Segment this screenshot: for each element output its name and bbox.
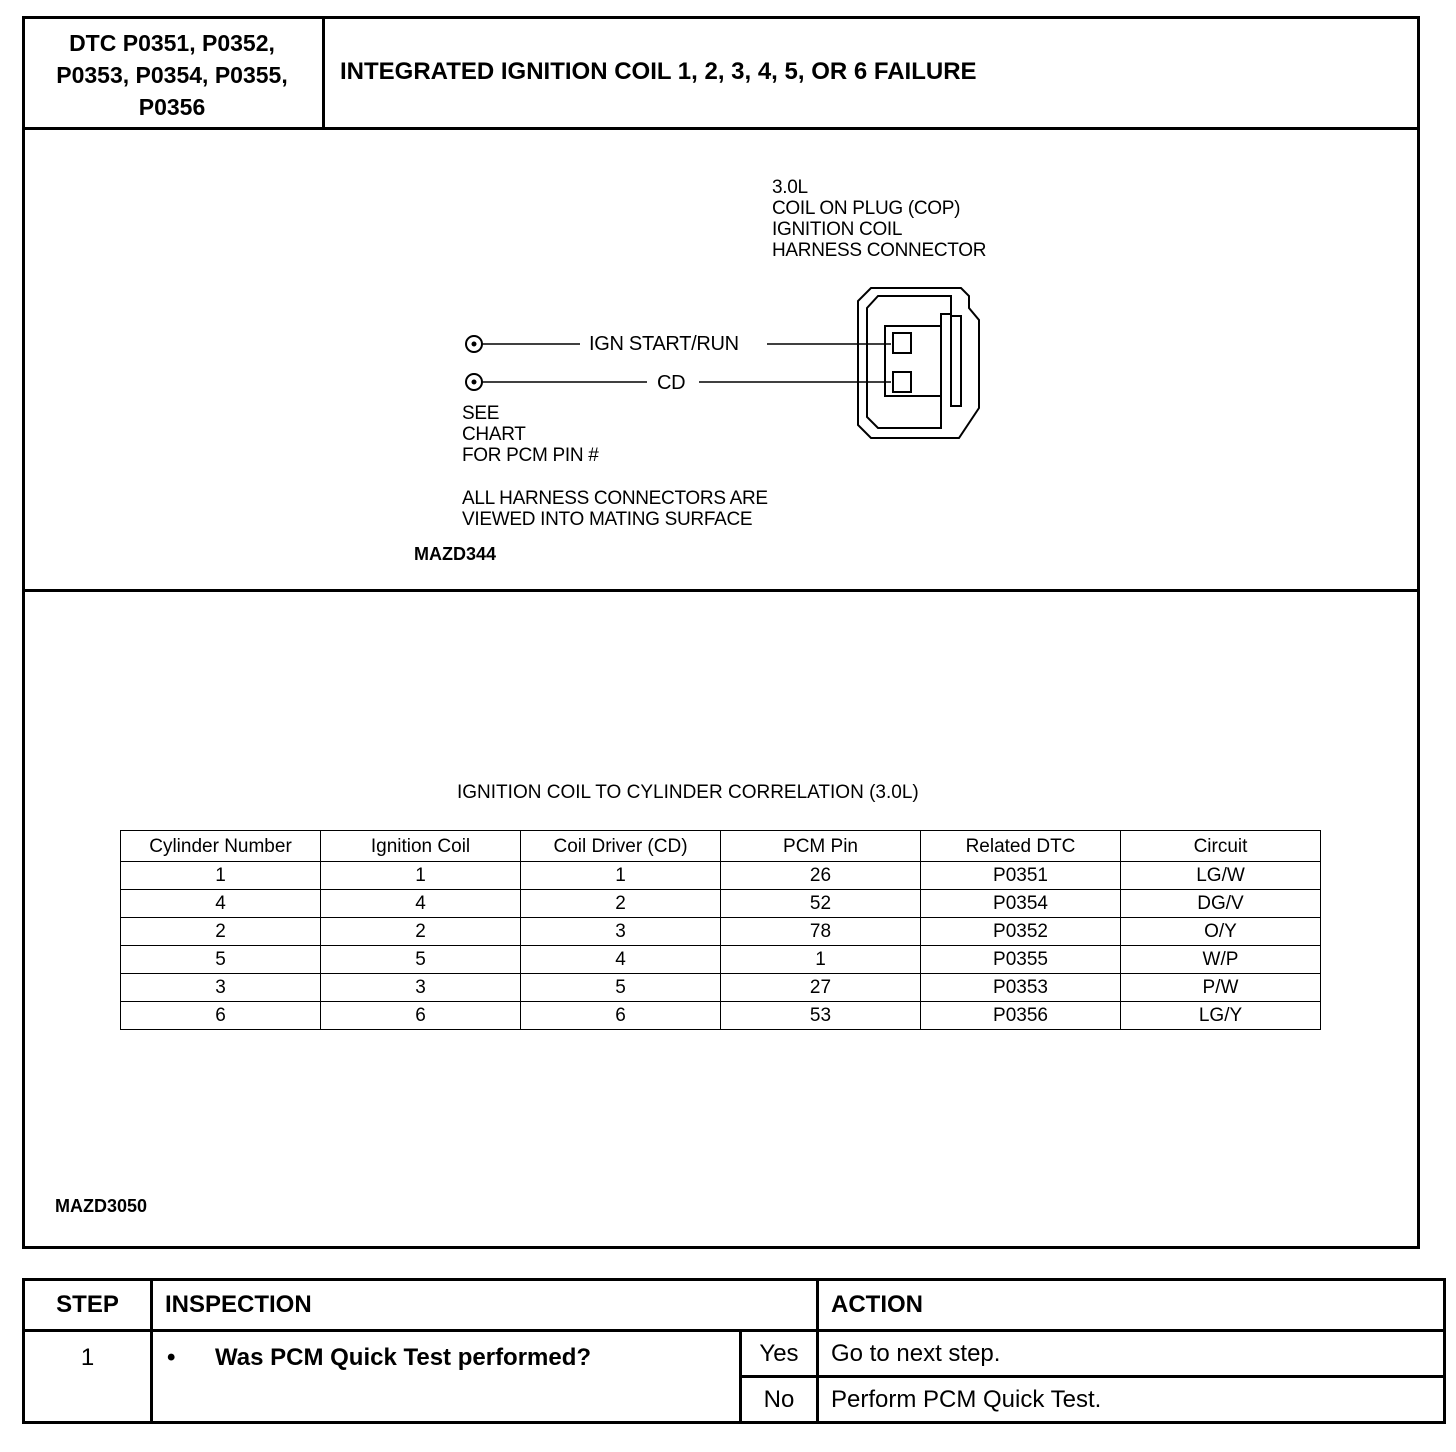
table-cell: P0356 xyxy=(921,1002,1121,1030)
table-cell: O/Y xyxy=(1121,918,1321,946)
correlation-table xyxy=(120,830,1321,1030)
yes-label: Yes xyxy=(740,1331,817,1377)
dtc-line-2: P0353, P0354, P0355, xyxy=(56,61,288,88)
table-cell: 5 xyxy=(521,974,721,1002)
dtc-line-3: P0356 xyxy=(138,93,206,120)
bullet: • xyxy=(167,1344,176,1371)
table-cell: W/P xyxy=(1121,946,1321,974)
connector-body-icon xyxy=(858,288,979,438)
column-header: PCM Pin xyxy=(721,831,921,862)
inspection-question: Was PCM Quick Test performed? xyxy=(215,1344,592,1371)
see-chart-line: SEE xyxy=(462,403,500,424)
table-cell: 27 xyxy=(721,974,921,1002)
table-cell: 2 xyxy=(521,890,721,918)
table-row xyxy=(121,946,1321,974)
table-cell: 4 xyxy=(321,890,521,918)
step-number: 1 xyxy=(24,1331,152,1423)
wire-label-ign: IGN START/RUN xyxy=(589,333,739,355)
connector-label-line: IGNITION COIL xyxy=(772,219,903,240)
table-header-row xyxy=(121,831,1321,862)
step-header: STEP xyxy=(24,1280,152,1331)
column-header: Coil Driver (CD) xyxy=(521,831,721,862)
dtc-code-cell xyxy=(22,16,325,130)
inspection-header: INSPECTION xyxy=(152,1280,818,1331)
dtc-line-1: DTC P0351, P0352, xyxy=(69,29,275,56)
table-cell: 26 xyxy=(721,862,921,890)
column-header: Ignition Coil xyxy=(321,831,521,862)
column-header: Circuit xyxy=(1121,831,1321,862)
step-table-header xyxy=(24,1280,1445,1331)
wire-label-cd: CD xyxy=(657,372,686,394)
inspection-question-cell xyxy=(152,1331,741,1423)
table-cell: P0353 xyxy=(921,974,1121,1002)
note-line: ALL HARNESS CONNECTORS ARE xyxy=(462,488,768,509)
table-cell: 52 xyxy=(721,890,921,918)
table-cell: 4 xyxy=(121,890,321,918)
figure-id: MAZD344 xyxy=(414,544,497,564)
see-chart-line: CHART xyxy=(462,424,526,445)
table-row xyxy=(121,890,1321,918)
table-cell: 6 xyxy=(321,1002,521,1030)
table-row xyxy=(121,1002,1321,1030)
table-cell: 6 xyxy=(521,1002,721,1030)
note-line: VIEWED INTO MATING SURFACE xyxy=(462,509,753,530)
table-cell: 1 xyxy=(121,862,321,890)
table-cell: 3 xyxy=(121,974,321,1002)
table-cell: 1 xyxy=(321,862,521,890)
main-frame xyxy=(22,16,1420,1249)
table-cell: P0352 xyxy=(921,918,1121,946)
table-row xyxy=(121,974,1321,1002)
connector-label-line: 3.0L xyxy=(772,177,808,198)
table-cell: 1 xyxy=(721,946,921,974)
table-cell: P0354 xyxy=(921,890,1121,918)
see-chart-line: FOR PCM PIN # xyxy=(462,445,599,466)
table-row xyxy=(121,918,1321,946)
see-chart-note xyxy=(462,403,599,466)
inspection-step-table xyxy=(22,1278,1446,1424)
table-cell: 3 xyxy=(521,918,721,946)
table-cell: 3 xyxy=(321,974,521,1002)
table-cell: P0351 xyxy=(921,862,1121,890)
table-cell: 1 xyxy=(521,862,721,890)
no-label: No xyxy=(740,1377,817,1423)
connector-label-line: COIL ON PLUG (COP) xyxy=(772,198,961,219)
column-header: Related DTC xyxy=(921,831,1121,862)
terminal-icon xyxy=(466,336,482,352)
connector-label xyxy=(772,177,986,261)
connector-label-line: HARNESS CONNECTOR xyxy=(772,240,987,261)
mating-surface-note xyxy=(462,488,768,530)
table-cell: DG/V xyxy=(1121,890,1321,918)
action-header: ACTION xyxy=(818,1280,1445,1331)
table-cell: 2 xyxy=(121,918,321,946)
table-cell: P/W xyxy=(1121,974,1321,1002)
table-cell: 5 xyxy=(121,946,321,974)
terminal-icon xyxy=(466,374,482,390)
correlation-title: IGNITION COIL TO CYLINDER CORRELATION (3.0L) xyxy=(457,782,919,803)
figure-id: MAZD3050 xyxy=(55,1196,148,1216)
no-action: Perform PCM Quick Test. xyxy=(818,1377,1445,1423)
table-cell: 78 xyxy=(721,918,921,946)
table-cell: 53 xyxy=(721,1002,921,1030)
table-cell: 5 xyxy=(321,946,521,974)
table-cell: P0355 xyxy=(921,946,1121,974)
table-cell: 6 xyxy=(121,1002,321,1030)
table-cell: 4 xyxy=(521,946,721,974)
page-title: INTEGRATED IGNITION COIL 1, 2, 3, 4, 5, OR 6 FAILURE xyxy=(340,58,977,85)
table-cell: 2 xyxy=(321,918,521,946)
column-header: Cylinder Number xyxy=(121,831,321,862)
table-cell: LG/W xyxy=(1121,862,1321,890)
yes-action: Go to next step. xyxy=(818,1331,1445,1377)
table-row xyxy=(121,862,1321,890)
section-divider xyxy=(22,589,1420,592)
step-row xyxy=(24,1331,1445,1377)
table-cell: LG/Y xyxy=(1121,1002,1321,1030)
